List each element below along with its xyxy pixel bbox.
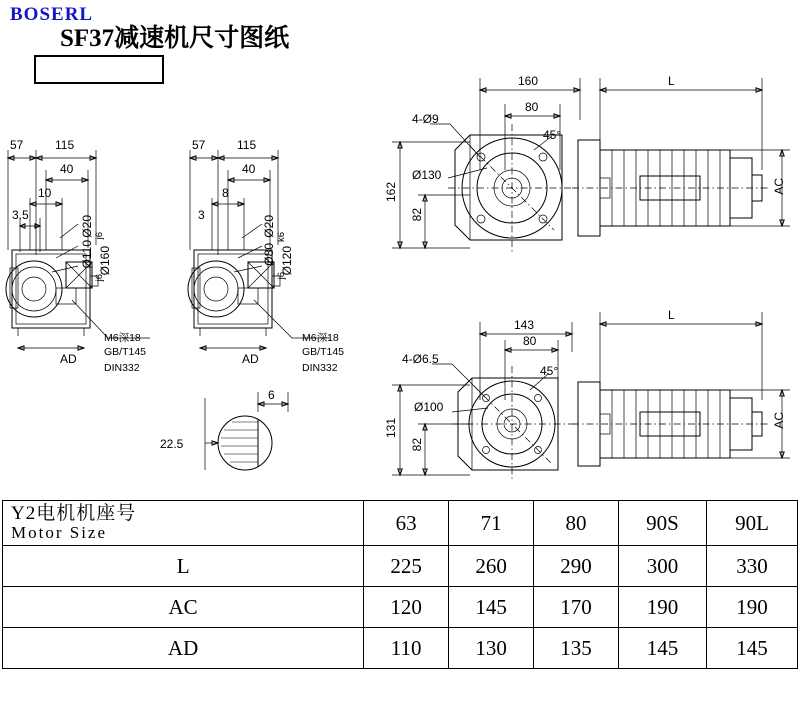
dim-lm-tol-k6: k6 bbox=[276, 232, 287, 243]
note-lm-gbt145: GB/T145 bbox=[302, 346, 345, 358]
dim-rb-80: 80 bbox=[523, 334, 537, 348]
row-label-ad: AD bbox=[3, 628, 364, 669]
cell-ad-90s: 145 bbox=[618, 628, 706, 669]
dim-rt-162: 162 bbox=[384, 182, 398, 203]
cell-ac-63: 120 bbox=[364, 587, 449, 628]
note-lt-gbt145: GB/T145 bbox=[104, 346, 147, 358]
dim-lt-d160: Ø160 bbox=[98, 246, 112, 276]
dim-rt-ac: AC bbox=[772, 178, 786, 195]
dim-lt-ad: AD bbox=[60, 352, 77, 366]
cell-l-80: 290 bbox=[534, 546, 619, 587]
cell-ad-71: 130 bbox=[449, 628, 534, 669]
cell-ad-80: 135 bbox=[534, 628, 619, 669]
dim-rt-d130: Ø130 bbox=[412, 168, 442, 182]
dim-lt-tol-j6-a: j6 bbox=[94, 232, 105, 240]
dim-lt-57: 57 bbox=[10, 138, 24, 152]
dim-rb-45deg: 45° bbox=[540, 364, 559, 378]
view-left-top bbox=[6, 150, 150, 350]
cell-ac-71: 145 bbox=[449, 587, 534, 628]
dim-lt-40: 40 bbox=[60, 162, 74, 176]
cell-l-71: 260 bbox=[449, 546, 534, 587]
cell-l-90s: 300 bbox=[618, 546, 706, 587]
dim-lt-tol-j6-b: j6 bbox=[94, 274, 105, 282]
dim-lm-3: 3 bbox=[198, 208, 205, 222]
dim-lt-115: 115 bbox=[55, 138, 75, 152]
table-col-63: 63 bbox=[364, 501, 449, 546]
view-left-mid bbox=[188, 150, 330, 350]
dim-rt-45deg: 45° bbox=[543, 128, 562, 142]
dim-key-6: 6 bbox=[268, 388, 275, 402]
dim-rb-4xd65: 4-Ø6.5 bbox=[402, 352, 439, 366]
view-right-top bbox=[392, 78, 790, 252]
dim-lm-tol-j6: j6 bbox=[276, 272, 287, 280]
table-col-90s: 90S bbox=[618, 501, 706, 546]
note-lm-m6: M6深18 bbox=[302, 332, 339, 344]
cell-ac-90s: 190 bbox=[618, 587, 706, 628]
dim-rt-l: L bbox=[668, 74, 675, 88]
dim-lm-115: 115 bbox=[237, 138, 257, 152]
table-row bbox=[3, 546, 798, 587]
note-lm-din332: DIN332 bbox=[302, 362, 338, 374]
dim-rb-143: 143 bbox=[514, 318, 535, 332]
dim-lm-d20: Ø20 bbox=[262, 215, 276, 238]
cell-ac-80: 170 bbox=[534, 587, 619, 628]
table-col-71: 71 bbox=[449, 501, 534, 546]
dim-lm-40: 40 bbox=[242, 162, 256, 176]
row-label-ac: AC bbox=[3, 587, 364, 628]
dim-lt-3-5: 3.5 bbox=[12, 208, 29, 222]
dim-lm-ad: AD bbox=[242, 352, 259, 366]
logo-text: BOSERL bbox=[10, 4, 94, 25]
cell-ad-90l: 145 bbox=[706, 628, 797, 669]
table-header-en: Motor Size bbox=[11, 523, 108, 543]
dim-rb-82: 82 bbox=[410, 438, 424, 452]
dim-lm-57: 57 bbox=[192, 138, 206, 152]
page-title: SF37减速机尺寸图纸 bbox=[60, 25, 290, 52]
cell-ad-63: 110 bbox=[364, 628, 449, 669]
dim-lm-d80: Ø80 bbox=[262, 243, 276, 266]
note-lt-din332: DIN332 bbox=[104, 362, 140, 374]
table-col-80: 80 bbox=[534, 501, 619, 546]
dim-rt-160: 160 bbox=[518, 74, 539, 88]
dim-rb-d100: Ø100 bbox=[414, 400, 444, 414]
dim-rt-80: 80 bbox=[525, 100, 539, 114]
dim-lt-d110: Ø110 bbox=[80, 240, 94, 269]
table-col-90l: 90L bbox=[706, 501, 797, 546]
cell-ac-90l: 190 bbox=[706, 587, 797, 628]
dim-lm-8: 8 bbox=[222, 186, 229, 200]
note-lt-m6: M6深18 bbox=[104, 332, 141, 344]
table-header-cn: Y2电机机座号 bbox=[11, 502, 137, 524]
spec-table bbox=[2, 500, 798, 669]
cell-l-63: 225 bbox=[364, 546, 449, 587]
view-key-detail bbox=[205, 392, 288, 470]
dim-lt-d20: Ø20 bbox=[80, 215, 94, 238]
row-label-l: L bbox=[3, 546, 364, 587]
dim-lm-d120: Ø120 bbox=[280, 246, 294, 276]
view-right-bottom bbox=[392, 312, 790, 482]
dim-lt-10: 10 bbox=[38, 186, 52, 200]
table-header-label bbox=[3, 501, 364, 546]
table-row bbox=[3, 628, 798, 669]
dim-key-22-5: 22.5 bbox=[160, 437, 184, 451]
dim-rt-4xd9: 4-Ø9 bbox=[412, 112, 439, 126]
dim-rb-131: 131 bbox=[384, 418, 398, 439]
dim-rb-l: L bbox=[668, 308, 675, 322]
table-header-row bbox=[3, 501, 798, 546]
dim-rt-82: 82 bbox=[410, 208, 424, 222]
cell-l-90l: 330 bbox=[706, 546, 797, 587]
dim-rb-ac: AC bbox=[772, 412, 786, 429]
table-row bbox=[3, 587, 798, 628]
